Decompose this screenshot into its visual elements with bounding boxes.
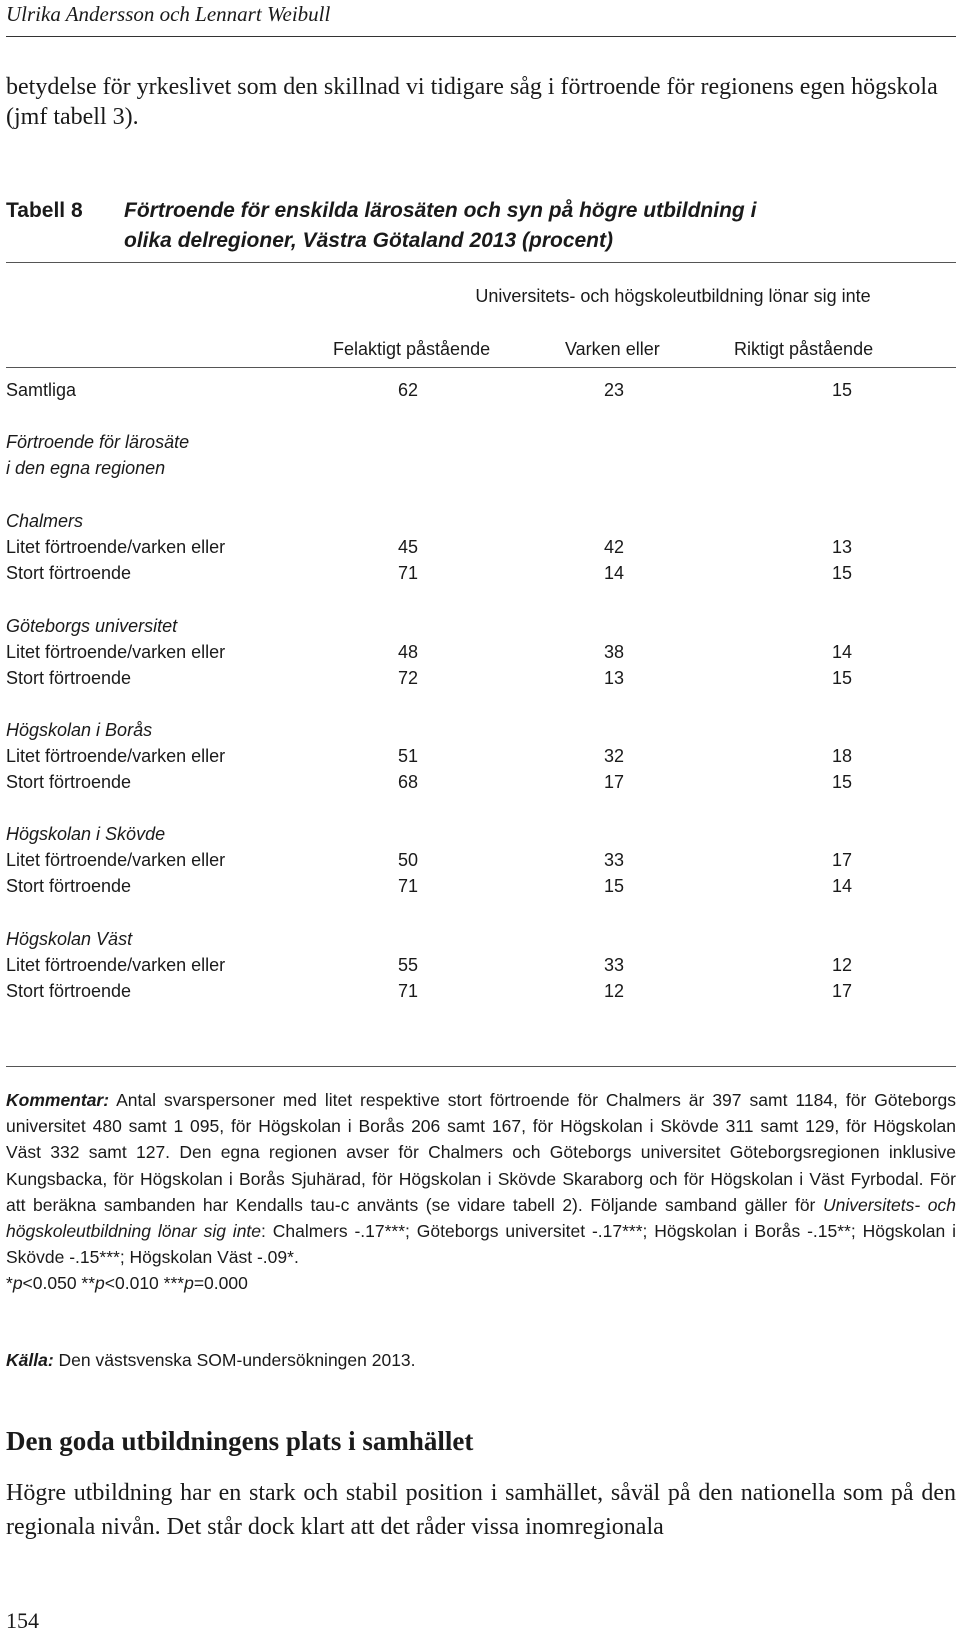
table-comment [6, 1087, 956, 1297]
row-label: Stort förtroende [6, 563, 132, 583]
cell-true: 15 [831, 668, 853, 688]
table-source [6, 1350, 416, 1371]
comment-paragraph [6, 1087, 956, 1270]
significance-note [6, 1270, 956, 1296]
cell-true: 14 [831, 642, 853, 662]
table-row-total [6, 377, 956, 403]
row-label: Stort förtroende [6, 876, 132, 896]
row-label: Litet förtroende/varken eller [6, 850, 226, 870]
row-label: Litet förtroende/varken eller [6, 537, 226, 557]
cell-neither: 15 [603, 876, 625, 896]
table-row [6, 560, 956, 586]
intro-paragraph: betydelse för yrkeslivet som den skillnad vi tidigare såg i förtroende för regionens egen högskola (jmf tabell 3). [6, 74, 938, 130]
row-label: Litet förtroende/varken eller [6, 746, 226, 766]
comment-text: : Chalmers -.17***; Göteborgs universitet -.17***; Högskolan i Borås -.15**; Högskolan i Skövde -.15***; Högskolan Väst -.09*. [6, 1221, 956, 1268]
cell-false: 48 [397, 642, 419, 662]
cell-true: 13 [831, 537, 853, 557]
sig-text: <0.010 *** [104, 1273, 185, 1294]
cell-false: 51 [397, 746, 419, 766]
sig-p: p [95, 1273, 105, 1294]
cell-neither: 17 [603, 772, 625, 792]
table-row [6, 743, 956, 769]
section-label [6, 455, 956, 481]
group-name: Högskolan i Skövde [6, 824, 166, 844]
column-header-false: Felaktigt påstående [333, 339, 491, 359]
row-label: Litet förtroende/varken eller [6, 955, 226, 975]
row-label: Stort förtroende [6, 668, 132, 688]
cell-false: 71 [397, 563, 419, 583]
table-row [6, 639, 956, 665]
cell-false: 55 [397, 955, 419, 975]
sig-text: =0.000 [193, 1273, 248, 1294]
section-heading: Den goda utbildningens plats i samhället [6, 1426, 474, 1456]
group-heading [6, 821, 956, 847]
group-name: Chalmers [6, 511, 84, 531]
cell-true: 17 [831, 981, 853, 1001]
cell-false: 62 [397, 380, 419, 400]
cell-neither: 33 [603, 850, 625, 870]
cell-neither: 32 [603, 746, 625, 766]
section-label-line: Förtroende för lärosäte [6, 432, 190, 452]
cell-neither: 12 [603, 981, 625, 1001]
group-heading [6, 508, 956, 534]
sig-text: <0.050 ** [22, 1273, 96, 1294]
table-top-rule [6, 262, 956, 263]
row-label: Stort förtroende [6, 772, 132, 792]
sig-p: p [184, 1273, 194, 1294]
cell-neither: 42 [603, 537, 625, 557]
table-label: Tabell 8 [6, 199, 83, 222]
cell-true: 17 [831, 850, 853, 870]
cell-false: 50 [397, 850, 419, 870]
running-head: Ulrika Andersson och Lennart Weibull [6, 2, 331, 26]
group-heading [6, 926, 956, 952]
table-title [124, 196, 944, 256]
cell-true: 18 [831, 746, 853, 766]
sig-text: * [6, 1273, 13, 1294]
group-name: Högskolan Väst [6, 929, 133, 949]
column-header-true: Riktigt påstående [734, 339, 874, 359]
sig-p: p [12, 1273, 23, 1294]
cell-true: 12 [831, 955, 853, 975]
row-label: Litet förtroende/varken eller [6, 642, 226, 662]
source-text: Den västsvenska SOM-undersökningen 2013. [53, 1350, 416, 1370]
table-row [6, 534, 956, 560]
header-bottom-rule [6, 367, 956, 368]
group-heading [6, 613, 956, 639]
table-row [6, 978, 956, 1004]
cell-neither: 33 [603, 955, 625, 975]
row-label: Samtliga [6, 380, 77, 400]
section-label [6, 429, 956, 455]
cell-false: 68 [397, 772, 419, 792]
cell-true: 14 [831, 876, 853, 896]
comment-italic-text: Universitets- och högskoleutbildning lönar sig inte [6, 1194, 956, 1242]
cell-neither: 38 [603, 642, 625, 662]
cell-neither: 13 [603, 668, 625, 688]
cell-false: 71 [397, 876, 419, 896]
source-label: Källa: [6, 1350, 54, 1370]
row-label: Stort förtroende [6, 981, 132, 1001]
column-spanner: Universitets- och högskoleutbildning lönar sig inte [475, 286, 871, 306]
body-paragraph: Högre utbildning har en stark och stabil position i samhället, såväl på den nationella som på den regionala nivån. Det står dock klart att det råder vissa inomregionala [6, 1480, 956, 1540]
table-row [6, 873, 956, 899]
table-row [6, 665, 956, 691]
cell-false: 45 [397, 537, 419, 557]
section-label-line: i den egna regionen [6, 458, 166, 478]
cell-neither: 14 [603, 563, 625, 583]
group-name: Göteborgs universitet [6, 616, 178, 636]
page-number: 154 [6, 1608, 39, 1633]
table-row [6, 847, 956, 873]
group-heading [6, 717, 956, 743]
cell-true: 15 [831, 772, 853, 792]
table-title-line: olika delregioner, Västra Götaland 2013 (procent) [124, 229, 613, 252]
table-title-line: Förtroende för enskilda lärosäten och syn på högre utbildning i [124, 199, 757, 222]
table-row [6, 952, 956, 978]
cell-true: 15 [831, 563, 853, 583]
group-name: Högskolan i Borås [6, 720, 153, 740]
table-row [6, 769, 956, 795]
cell-false: 71 [397, 981, 419, 1001]
cell-false: 72 [397, 668, 419, 688]
header-rule [6, 36, 956, 37]
column-header-neither: Varken eller [565, 339, 660, 359]
comment-text: Antal svarspersoner med litet respektive stort förtroende för Chalmers är 397 samt 1184, för Göteborgs universitet 480 samt 1 095, för Högskolan i Borås 206 samt 167, för Högskolan i Skövde 311 samt 129, för Högskolan Väst 332 samt 127. Den egna regionen avser för Chalmers och Göteborgs universitet Göteborgsregionen inklusive Kungsbacka, för Högskolan i Borås Sjuhärad, för Högskolan i Skövde Skaraborg och för Högskolan i Väst Fyrbodal. För att beräkna sambanden har Kendalls tau-c använts (se vidare tabell 2). Följande samband gäller för [6, 1090, 956, 1215]
comment-label: Kommentar: [6, 1090, 110, 1110]
table-bottom-rule [6, 1066, 956, 1067]
cell-neither: 23 [603, 380, 625, 400]
cell-true: 15 [831, 380, 853, 400]
